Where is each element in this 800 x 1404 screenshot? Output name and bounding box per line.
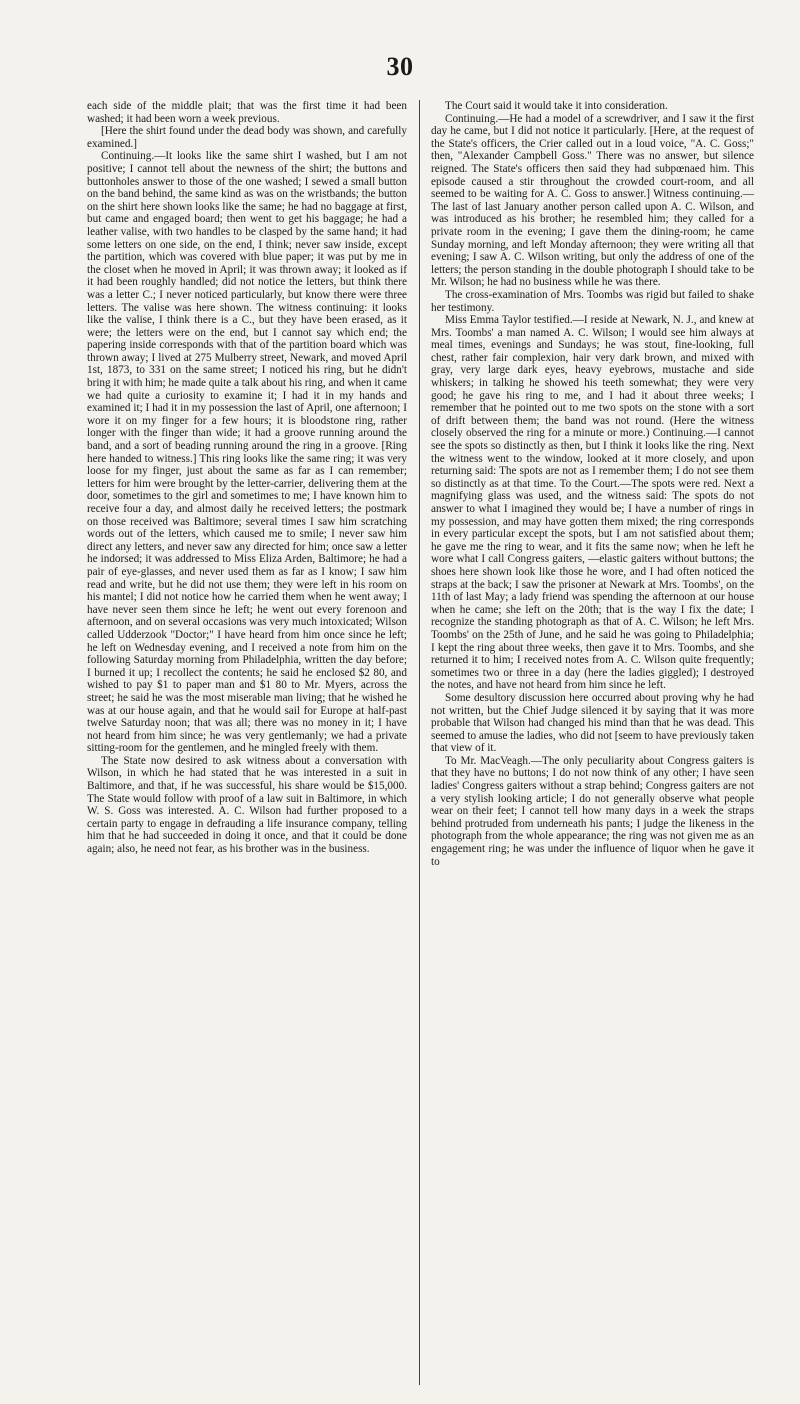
paragraph: each side of the middle plait; that was the first time it had been washed; it had been worn a week previous. <box>87 100 407 125</box>
paragraph: Continuing.—It looks like the same shirt I washed, but I am not positive; I cannot tell about the newness of the shirt; the buttons and buttonholes answer to those of the one washed; I sewed a small button on the band behind, the same kind as was on the wristbands; the button on the shirt here shown looks like the same; he had no baggage at first, but came and engaged board; then went to get his baggage; he had a leather valise, with two handles to be clasped by the same hand; it had some letters on one side, on the end, I think; never saw inside, except the partition, which was covered with blue paper; it was put by me in the closet when he moved in April; it was thrown away; it looked as if it had been roughly handled; did not notice the letters, but think there was a letter C.; I never noticed particularly, but know there were three letters. The valise was here shown. The witness continuing: it looks like the valise, I think there is a C., but they have been erased, as it were; the letters were on the end, but I cannot say which end; the papering inside corresponds with that of the partition board which was thrown away; I lived at 275 Mulberry street, Newark, and moved April 1st, 1873, to 331 on the same street; I noticed his ring, but he didn't bring it with him; he made quite a talk about his ring, and when it came we had quite a curiosity to examine it; I had it in my hands and examined it; I had it in my possession the last of April, one afternoon; I wore it on my finger for a few hours; it is bloodstone ring, rather longer with the finger than wide; it had a groove running around the band, and a sort of beading running around the ring in a groove. [Ring here handed to witness.] This ring looks like the same ring; it was very loose for my finger, just about the same as far as I can remember; letters for him were brought by the letter-carrier, delivering them at the door, sometimes to the girl and sometimes to me; I have known him to receive four a day, and almost daily he received letters; the postmark on those received was Baltimore; several times I saw him scratching words out of the letters, which caused me to smile; I never saw him direct any letters, and never saw any directed for him; once saw a letter he indorsed; it was addressed to Miss Eliza Arden, Baltimore; he had a pair of eye-glasses, and never used them as far as I know; I saw him read and write, but he did not use them; they were left in his room on his mantel; I did not notice how he carried them when he went away; I have never seen them since he left; he went out every forenoon and afternoon, and on several occasions was very much intoxicated; Wilson called Udderzook "Doctor;" I have heard from him once since he left; he left on Wednesday evening, and I received a note from him on the following Saturday morning from Philadelphia, written the day before; I burned it up; I recollect the contents; he said he enclosed $2 80, and wished to pay $1 to paper man and $1 80 to Mr. Myers, across the street; he said he was the most miserable man living; that he wished he was at our house again, and that he would sail for Europe at half-past twelve Saturday noon; that was all; there was no money in it; I have not heard from him since; he was very gentlemanly; we had a private sitting-room for the gentlemen, and he mingled freely with them. <box>87 150 407 755</box>
page-number: 30 <box>386 52 414 81</box>
paragraph: Some desultory discussion here occurred about proving why he had not written, but the Chief Judge silenced it by saying that it was more probable that Wilson had changed his mind than that he was dead. This seemed to amuse the ladies, who did not [seem to have previously taken that view of it. <box>431 691 754 755</box>
paragraph: The cross-examination of Mrs. Toombs was rigid but failed to shake her testimony. <box>431 288 754 314</box>
paragraph: [Here the shirt found under the dead body was shown, and carefully examined.] <box>87 125 407 150</box>
right-column <box>431 100 754 1390</box>
left-column <box>87 100 407 1390</box>
paragraph: The State now desired to ask witness about a conversation with Wilson, in which he had stated that he was interested in a suit in Baltimore, and that, if he was successful, his share would be $15,000. The State would follow with proof of a law suit in Baltimore, in which W. S. Goss was interested. A. C. Wilson had further proposed to a certain party to engage in defrauding a life insurance company, telling him that he had succeeded in doing it once, and that it could be done again; also, he need not fear, as his brother was in the business. <box>87 754 407 856</box>
column-divider <box>419 100 420 1385</box>
paragraph: The Court said it would take it into consideration. <box>445 100 668 112</box>
paragraph: To Mr. MacVeagh.—The only peculiarity about Congress gaiters is that they have no buttons; I do not now think of any other; I have seen ladies' Congress gaiters without a strap behind; Congress gaiters are not a very stylish looking article; I do not generally observe what people wear on their feet; I cannot tell how many days in a week the straps behind protruded from underneath his pants; I judge the likeness in the photograph from the whole appearance; the ring was not given me as an engagement ring; he was under the influence of liquor when he gave it to <box>431 754 754 868</box>
paragraph: Continuing.—He had a model of a screwdriver, and I saw it the first day he came, but I did not notice it particularly. [Here, at the request of the State's officers, the Crier called out in a loud voice, "A. C. Goss;" then, "Alexander Campbell Goss." There was no answer, but silence reigned. The State's officers then said they had subpœnaed him. This episode caused a stir throughout the crowded court-room, and all seemed to be waiting for A. C. Goss to answer.] Witness continuing.—The last of last January another person called upon A. C. Wilson, and was introduced as his brother; he resembled him; they called for a private room in the evening; I gave them the dining-room; he came Sunday morning, and left Monday afternoon; they were writing all that evening; I saw A. C. Wilson writing, but only the address of one of the letters; the person standing in the double photograph I should take to be Mr. Wilson; he had no business while he was there. <box>431 112 754 289</box>
paragraph: Miss Emma Taylor testified.—I reside at Newark, N. J., and knew at Mrs. Toombs' a man named A. C. Wilson; I would see him always at meal times, evenings and Sundays; he was stout, fine-looking, full chest, rather fair complexion, hair very dark brown, and mixed with gray, very large dark eyes, heavy eyebrows, mustache and side whiskers; in talking he showed his teeth somewhat; they were very good; he gave his ring to me, and I had it about three weeks; I remember that he pointed out to me two spots on the stone with a sort of drift between them; the band was not round. (Here the witness closely observed the ring for a minute or more.) Continuing.—I cannot see the spots so distinctly as then, but I think it looks like the ring. Next the witness went to the window, looked at it more closely, and upon returning said: The spots are not as I remember them; I do not see them so distinctly as at that time. To the Court.—The spots were red. Next a magnifying glass was used, and the witness said: The spots do not answer to what I imagined they would be; I have a number of rings in my possession, and may have gotten them mixed; the ring corresponds in every particular except the spots, but I am not satisfied about them; he gave me the ring to wear, and it fits the same now; when he left he wore what I call Congress gaiters, —elastic gaiters without buttons; the shoes here shown look like those he wore, and I had often noticed the straps at the back; I saw the prisoner at Newark at Mrs. Toombs', on the 11th of last May; a lady friend was spending the afternoon at our house when he came; she left on the 20th; that is the way I fix the date; I recognize the standing photograph as that of A. C. Wilson; he left Mrs. Toombs' on the 25th of June, and he said he was going to Philadelphia; I kept the ring about three weeks, then gave it to Mrs. Toombs, and she returned it to him; I received notes from A. C. Wilson quite frequently; sometimes two or three in a day (here the ladies giggled); I destroyed the notes, and have not heard from him since he left. <box>431 314 754 692</box>
